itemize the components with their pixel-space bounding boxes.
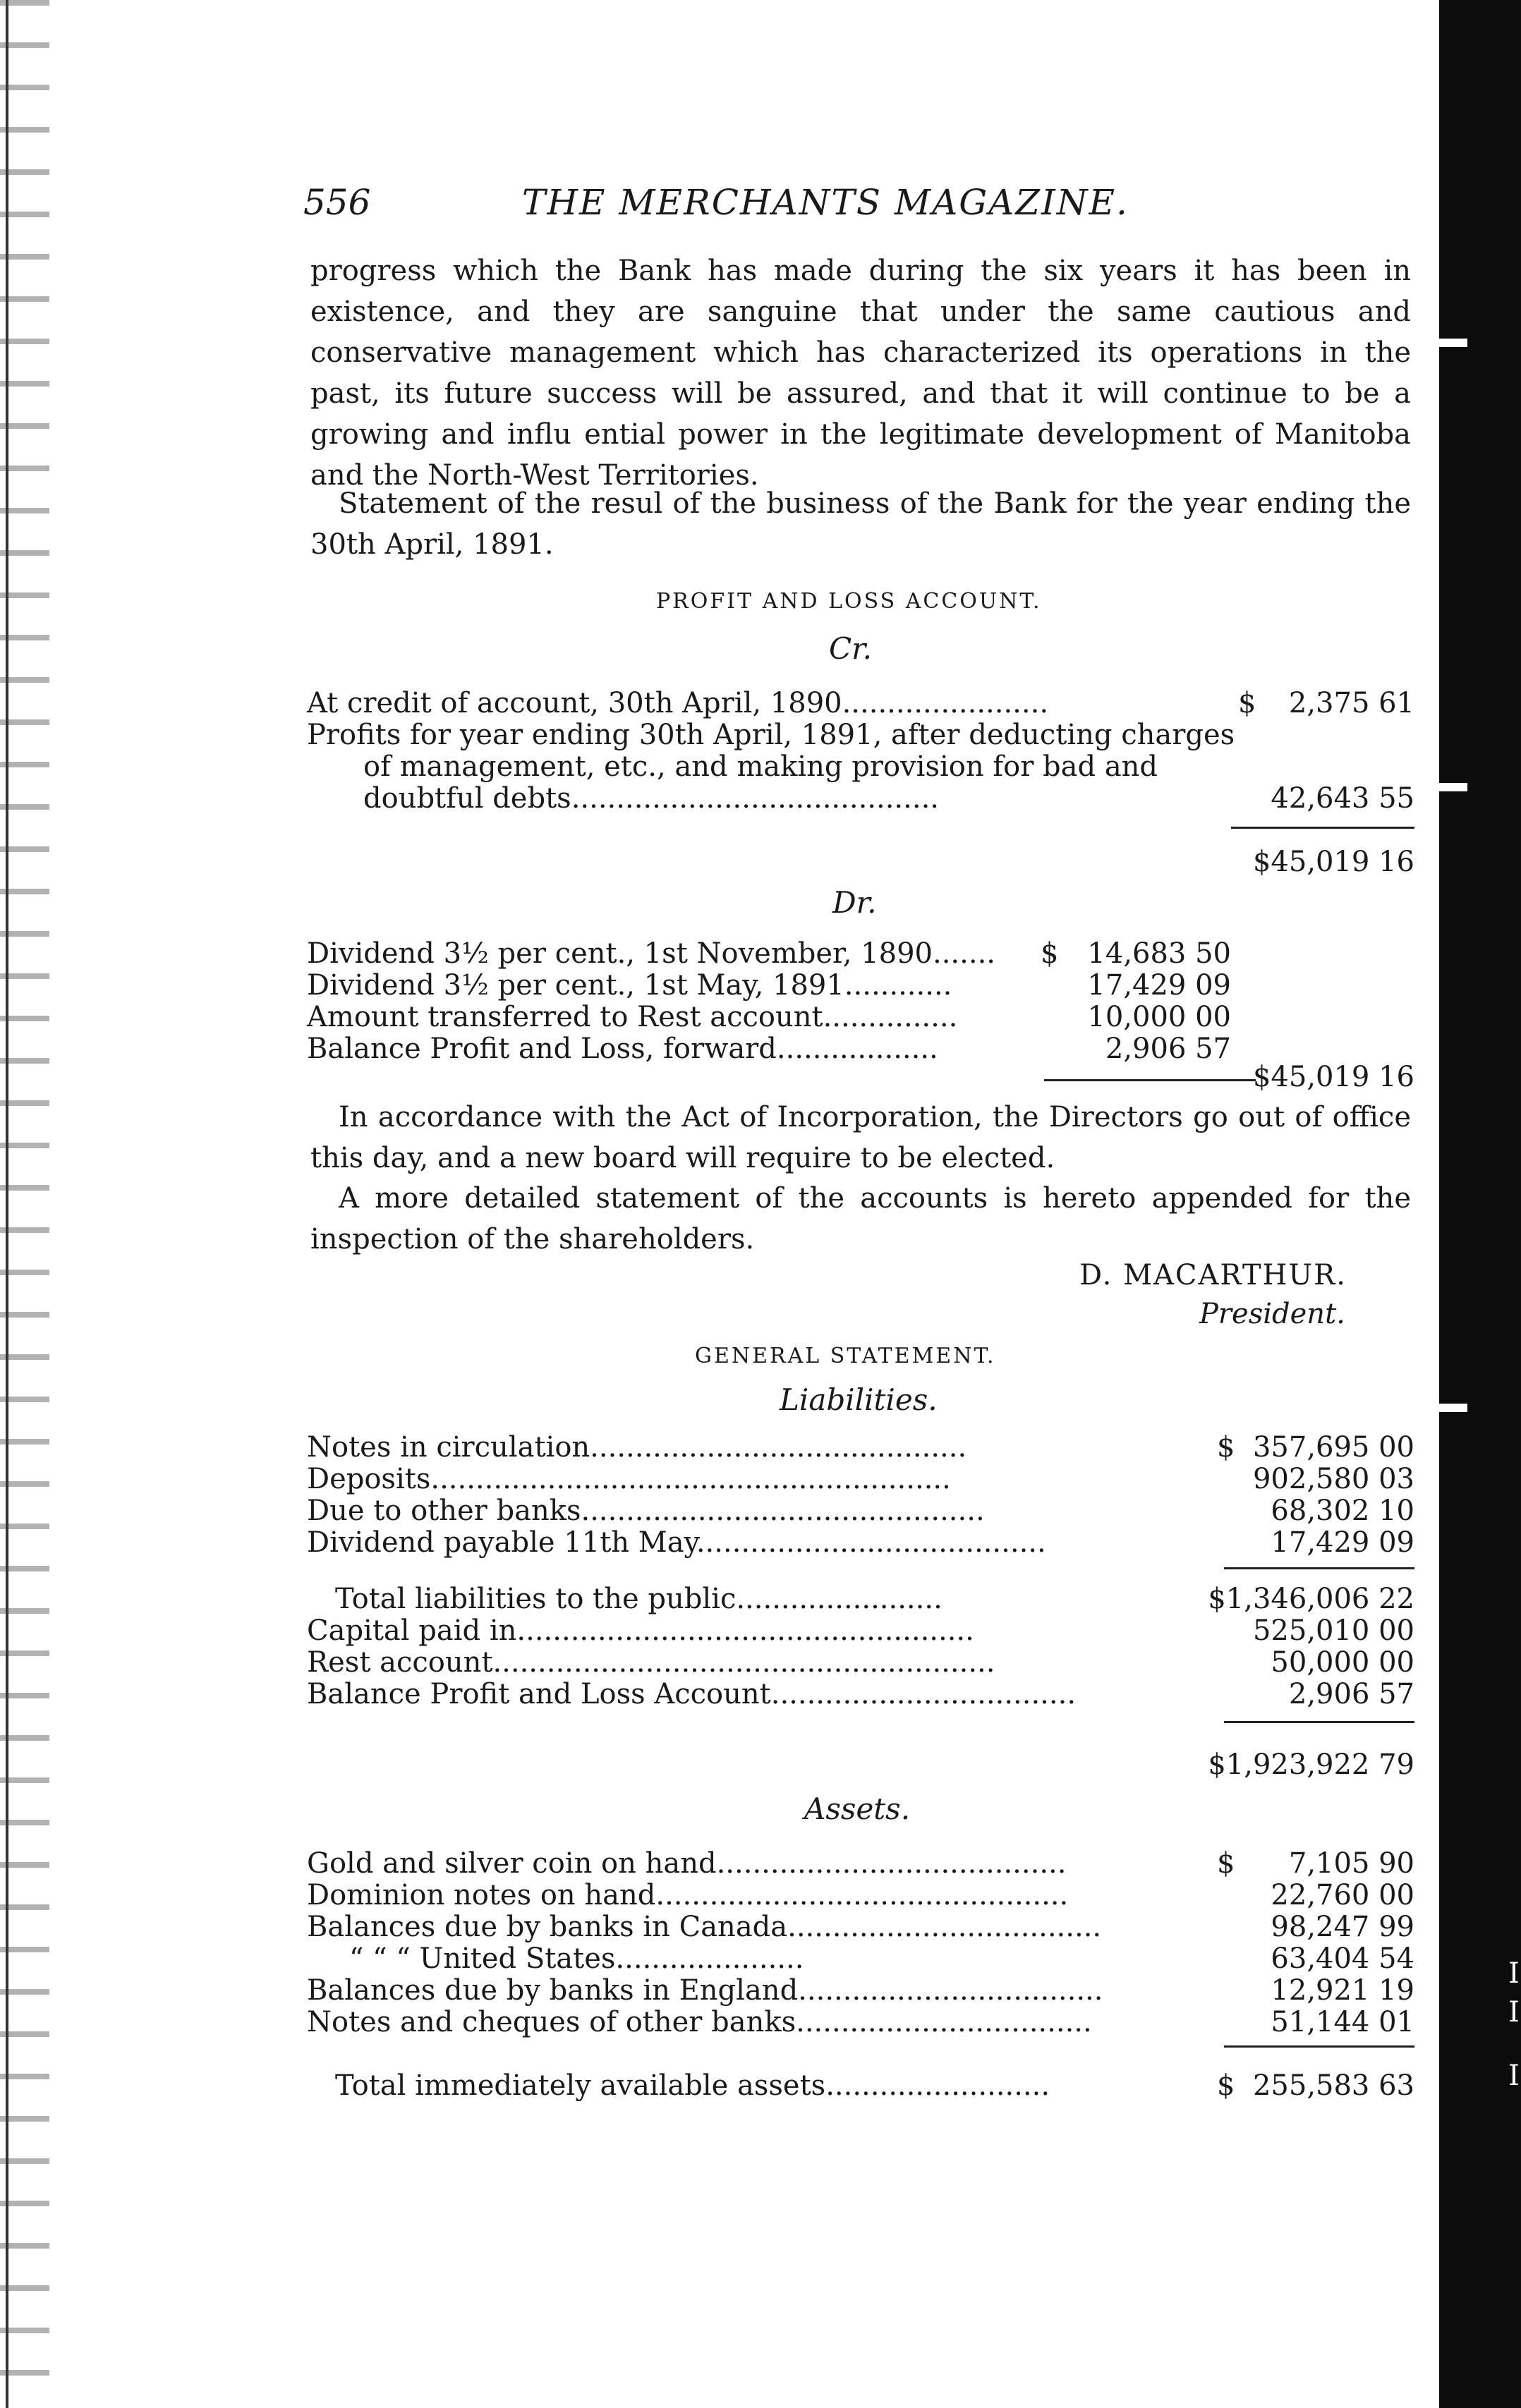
asset-amount: 98,247 99 <box>1271 1911 1414 1943</box>
scan-notch <box>1439 1404 1467 1412</box>
liability-amount: 68,302 10 <box>1271 1495 1414 1527</box>
asset-label: Balances due by banks in England.................................. <box>307 1974 1103 2007</box>
subtotal-rule <box>1224 1567 1414 1569</box>
dr-row-label: Balance Profit and Loss, forward.................. <box>307 1033 938 1065</box>
dr-rule <box>1044 1079 1256 1081</box>
dr-row-amount: 17,429 09 <box>1087 969 1231 1002</box>
capital-label: Balance Profit and Loss Account.................................. <box>307 1678 1077 1710</box>
signature-name: D. MACARTHUR. <box>1079 1259 1347 1291</box>
asset-amount: 7,105 90 <box>1288 1847 1414 1880</box>
cr-total-amount: $45,019 16 <box>1252 846 1414 878</box>
dr-row-dollar: $ <box>1041 937 1059 970</box>
asset-dollar: $ <box>1217 1847 1235 1880</box>
scan-right-bar <box>1439 0 1521 2408</box>
cr-label: Cr. <box>829 631 872 666</box>
dr-row-label: Dividend 3½ per cent., 1st May, 1891............ <box>307 969 952 1002</box>
dr-row-amount: 10,000 00 <box>1087 1001 1231 1033</box>
cr-row-amount: 2,375 61 <box>1288 687 1414 719</box>
asset-amount: 63,404 54 <box>1271 1942 1414 1975</box>
dr-row-amount: 2,906 57 <box>1105 1033 1231 1065</box>
cr-row-dollar: $ <box>1238 687 1256 719</box>
margin-mark: I <box>1508 1957 1520 1990</box>
intro-paragraph: progress which the Bank has made during the six years it has been in existence, and they are sanguine that under the same cautious and conservative management which has characterized its operations in the past, its future success will be assured, and that it will continue to be a growing and influ ential power in the legitimate development of Manitoba and the North-West Territories. <box>310 255 1411 492</box>
liability-label: Dividend payable 11th May....................................... <box>307 1526 1046 1559</box>
scan-notch <box>1439 783 1467 791</box>
scan-left-line <box>6 0 8 2408</box>
capital-label: Capital paid in................................................... <box>307 1615 974 1647</box>
dr-label: Dr. <box>832 885 877 920</box>
dr-row-label: Amount transferred to Rest account............... <box>307 1001 958 1033</box>
statement-paragraph: Statement of the resul of the business of the Bank for the year ending the 30th April, 1891. <box>310 487 1411 561</box>
dr-total-amount: $45,019 16 <box>1252 1061 1414 1093</box>
asset-label: Notes and cheques of other banks................................. <box>307 2006 1092 2038</box>
asset-label: Gold and silver coin on hand....................................... <box>307 1847 1067 1880</box>
grand-total-rule <box>1224 1721 1414 1723</box>
profit-loss-heading: PROFIT AND LOSS ACCOUNT. <box>656 589 1042 614</box>
asset-amount: 12,921 19 <box>1271 1974 1414 2007</box>
detailed-paragraph: A more detailed statement of the accounts is hereto appended for the inspection of the shareholders. <box>310 1182 1411 1255</box>
dr-row-label: Dividend 3½ per cent., 1st November, 1890....... <box>307 937 995 970</box>
general-statement-heading: GENERAL STATEMENT. <box>695 1344 996 1368</box>
total-public-label: Total liabilities to the public....................... <box>335 1583 943 1615</box>
capital-amount: 50,000 00 <box>1271 1646 1414 1679</box>
incorporation-paragraph: In accordance with the Act of Incorporation, the Directors go out of office this day, and a new board will require to be elected. <box>310 1101 1411 1174</box>
margin-mark: I <box>1508 1996 1520 2029</box>
cr-row-label: At credit of account, 30th April, 1890....................... <box>307 687 1049 719</box>
grand-total-amount: $1,923,922 79 <box>1208 1749 1414 1781</box>
scan-notch <box>1439 339 1467 347</box>
immediate-assets-dollar: $ <box>1217 2069 1235 2102</box>
liability-amount: 17,429 09 <box>1271 1526 1414 1559</box>
margin-mark: I <box>1508 2060 1520 2092</box>
liability-label: Due to other banks............................................. <box>307 1495 985 1527</box>
cr-row-label: Profits for year ending 30th April, 1891, after deducting charges <box>307 719 1235 751</box>
liability-amount: 357,695 00 <box>1252 1431 1414 1464</box>
running-head: THE MERCHANTS MAGAZINE. <box>522 182 1129 223</box>
cr-row-label: doubtful debts......................................... <box>363 782 939 815</box>
page-number: 556 <box>303 182 371 223</box>
asset-amount: 51,144 01 <box>1271 2006 1414 2038</box>
liability-dollar: $ <box>1217 1431 1235 1464</box>
total-rule <box>1231 827 1414 829</box>
capital-amount: 2,906 57 <box>1288 1678 1414 1710</box>
liability-label: Deposits.......................................................... <box>307 1463 951 1495</box>
asset-label: Balances due by banks in Canada................................... <box>307 1911 1102 1943</box>
signature-title: President. <box>1199 1298 1345 1330</box>
immediate-assets-label: Total immediately available assets......................... <box>335 2069 1050 2102</box>
assets-rule <box>1224 2045 1414 2048</box>
liability-amount: 902,580 03 <box>1252 1463 1414 1495</box>
cr-row-amount: 42,643 55 <box>1271 782 1414 815</box>
assets-label: Assets. <box>804 1792 911 1826</box>
liability-label: Notes in circulation.......................................... <box>307 1431 967 1464</box>
immediate-assets-amount: 255,583 63 <box>1252 2069 1414 2102</box>
asset-amount: 22,760 00 <box>1271 1879 1414 1911</box>
total-public-amount: $1,346,006 22 <box>1208 1583 1414 1615</box>
asset-label: Dominion notes on hand.............................................. <box>307 1879 1069 1911</box>
capital-amount: 525,010 00 <box>1252 1615 1414 1647</box>
cr-row-label: of management, etc., and making provision for bad and <box>363 750 1158 783</box>
asset-label: “ “ “ United States..................... <box>349 1942 804 1975</box>
dr-row-amount: 14,683 50 <box>1087 937 1231 970</box>
liabilities-label: Liabilities. <box>780 1382 938 1417</box>
capital-label: Rest account........................................................ <box>307 1646 995 1679</box>
